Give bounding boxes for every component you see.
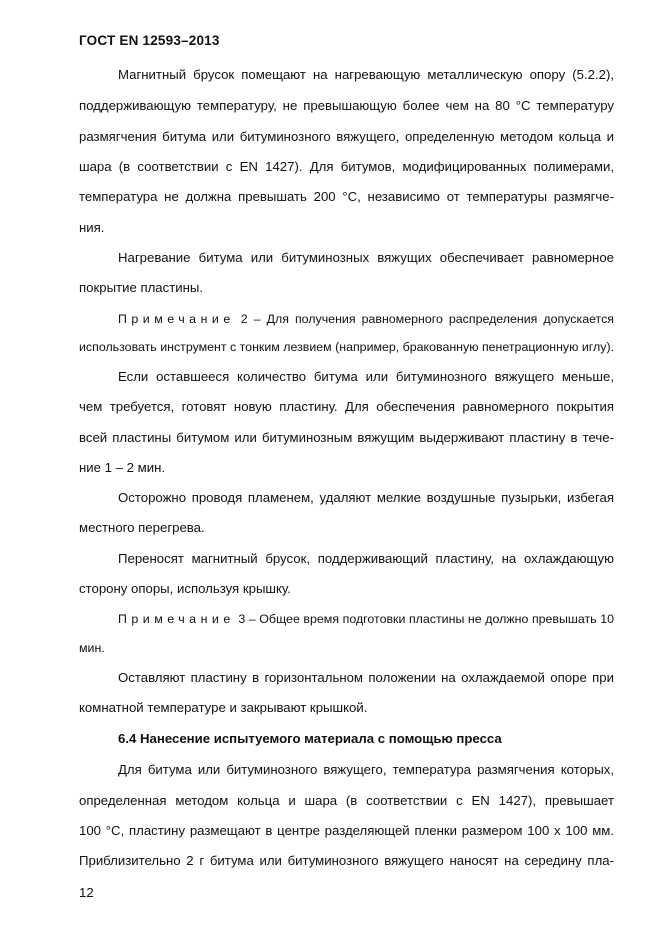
body-line: температура не должна превышать 200 °С, независимо от температуры размягче- [79, 189, 614, 204]
body-line: Нагревание битума или битуминозных вяжущих обеспечивает равномерное [118, 250, 614, 265]
note-line [118, 311, 614, 327]
body-line: Если оставшееся количество битума или битуминозного вяжущего меньше, [118, 369, 614, 384]
body-line: сторону опоры, используя крышку. [79, 581, 291, 596]
body-line: ния. [79, 220, 105, 235]
note-label: Примечание [118, 612, 235, 626]
note-line: мин. [79, 641, 105, 655]
note-text: 2 – Для получения равномерного распределения допускается [240, 312, 615, 326]
body-line: чем требуется, готовят новую пластину. Для обеспечения равномерного покрытия [79, 399, 614, 414]
body-line: всей пластины битумом или битуминозным вяжущим выдерживают пластину в тече- [79, 430, 614, 445]
body-line: Осторожно проводя пламенем, удаляют мелкие воздушные пузырьки, избегая [118, 490, 614, 505]
body-line: Магнитный брусок помещают на нагревающую металлическую опору (5.2.2), [118, 67, 614, 82]
note-text: 3 – Общее время подготовки пластины не должно превышать 10 [238, 612, 614, 626]
body-line: Для битума или битуминозного вяжущего, температура размягчения которых, [118, 762, 614, 777]
section-heading: 6.4 Нанесение испытуемого материала с помощью пресса [118, 731, 502, 746]
body-line: определенная методом кольца и шара (в соответствии с EN 1427), превышает [79, 793, 614, 808]
page-number: 12 [79, 885, 94, 900]
body-line: Приблизительно 2 г битума или битуминозного вяжущего наносят на середину пла- [79, 853, 614, 868]
body-line: 100 °С, пластину размещают в центре разделяющей пленки размером 100 х 100 мм. [79, 823, 614, 838]
body-line: местного перегрева. [79, 520, 205, 535]
note-label: Примечание [118, 312, 235, 326]
body-line: ние 1 – 2 мин. [79, 460, 166, 475]
note-line: использовать инструмент с тонким лезвием (например, бракованную пенетрационную иглу). [79, 340, 615, 354]
body-line: комнатной температуре и закрывают крышкой. [79, 700, 368, 715]
body-line: Переносят магнитный брусок, поддерживающий пластину, на охлаждающую [118, 551, 614, 566]
note-line [118, 611, 614, 627]
document-header: ГОСТ EN 12593–2013 [79, 33, 220, 48]
body-line: шара (в соответствии с EN 1427). Для битумов, модифицированных полимерами, [79, 159, 614, 174]
body-line: покрытие пластины. [79, 280, 204, 295]
body-line: размягчения битума или битуминозного вяжущего, определенную методом кольца и [79, 129, 614, 144]
body-line: Оставляют пластину в горизонтальном положении на охлаждаемой опоре при [118, 670, 614, 685]
body-line: поддерживающую температуру, не превышающую более чем на 80 °С температуру [79, 98, 614, 113]
